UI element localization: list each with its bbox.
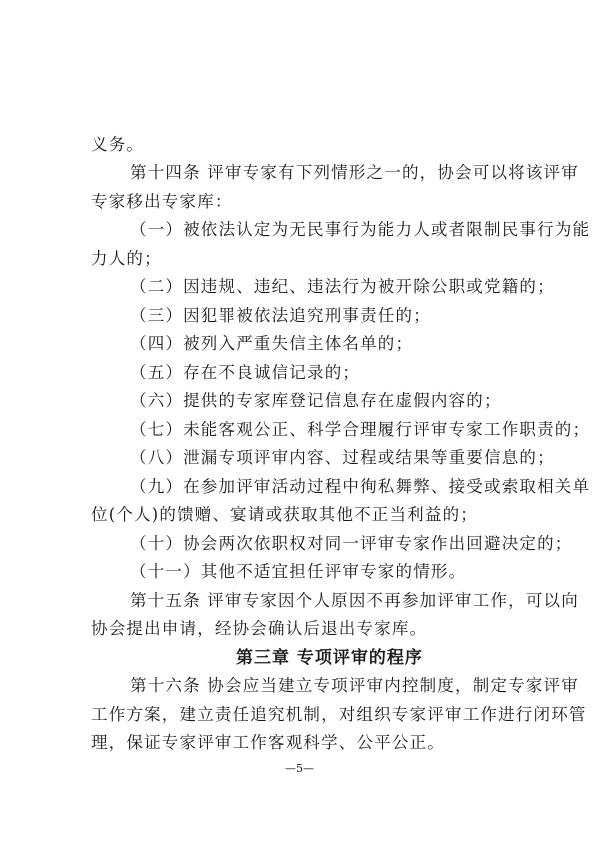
- list-item: （三）因犯罪被依法追究刑事责任的；: [130, 306, 431, 325]
- list-item: （十一）其他不适宜担任评审专家的情形。: [130, 562, 467, 581]
- paragraph-line: 第十五条 评审专家因个人原因不再参加评审工作，可以向: [130, 591, 579, 610]
- paragraph-line: 第十四条 评审专家有下列情形之一的，协会可以将该评审: [130, 163, 579, 182]
- list-item: （一）被依法认定为无民事行为能力人或者限制民事行为能: [130, 220, 591, 239]
- list-item: （二）因违规、违纪、违法行为被开除公职或党籍的；: [130, 277, 555, 296]
- list-item: 力人的；: [91, 249, 162, 268]
- list-item: （十）协会两次依职权对同一评审专家作出回避决定的；: [130, 534, 573, 553]
- list-item: （五）存在不良诚信记录的；: [130, 363, 361, 382]
- paragraph-line: 协会提出申请，经协会确认后退出专家库。: [91, 619, 428, 638]
- chapter-heading: 第三章 专项评审的程序: [236, 648, 423, 668]
- paragraph-line: 专家移出专家库：: [91, 192, 233, 211]
- list-item: （七）未能客观公正、科学合理履行评审专家工作职责的；: [130, 420, 591, 439]
- paragraph-line: 第十六条 协会应当建立专项评审内控制度，制定专家评审: [130, 676, 579, 695]
- list-item: （九）在参加评审活动过程中徇私舞弊、接受或索取相关单: [130, 477, 591, 496]
- list-item: （八）泄漏专项评审内容、过程或结果等重要信息的；: [130, 448, 555, 467]
- paragraph-line: 义务。: [91, 135, 145, 154]
- paragraph-line: 理，保证专家评审工作客观科学、公平公正。: [91, 733, 445, 752]
- list-item: 位(个人)的馈赠、宴请或获取其他不正当利益的；: [91, 505, 478, 524]
- list-item: （六）提供的专家库登记信息存在虚假内容的；: [130, 391, 502, 410]
- page-number: —5—: [285, 762, 314, 775]
- list-item: （四）被列入严重失信主体名单的；: [130, 334, 414, 353]
- paragraph-line: 工作方案，建立责任追究机制，对组织专家评审工作进行闭环管: [91, 705, 587, 724]
